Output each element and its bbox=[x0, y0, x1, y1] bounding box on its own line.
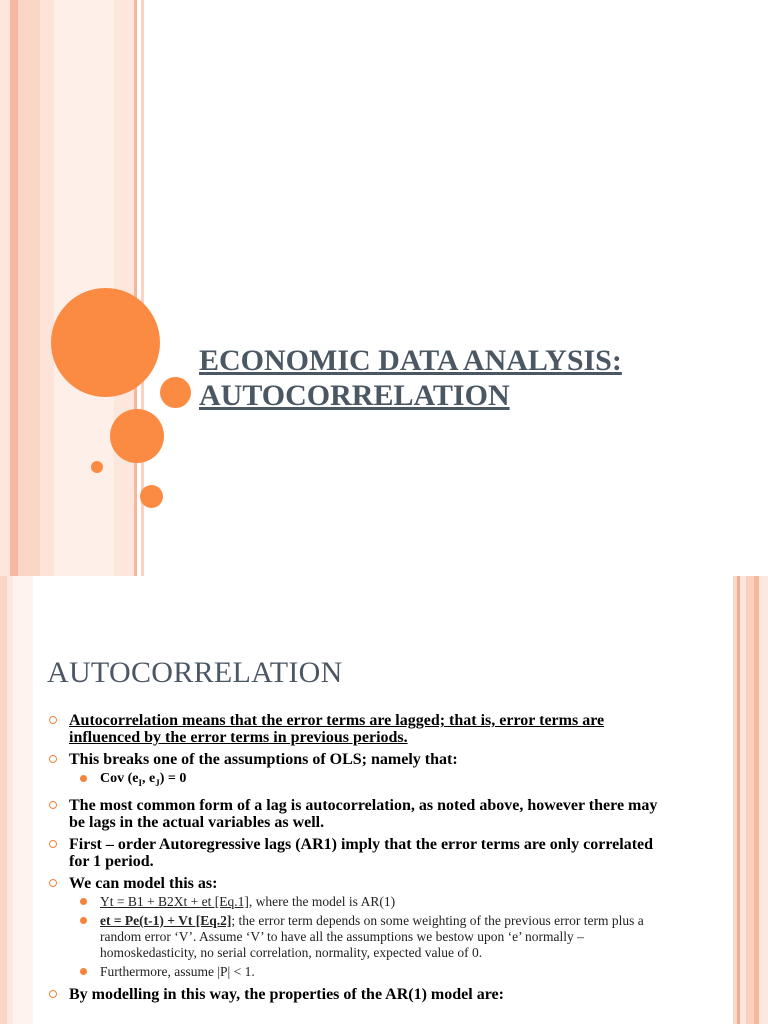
decor-band bbox=[18, 0, 40, 576]
list-item bbox=[47, 797, 677, 831]
decor-band bbox=[759, 576, 768, 1024]
equation-1: Yt = B1 + B2Xt + et [Eq.1] bbox=[100, 893, 249, 909]
hollow-bullet-icon bbox=[49, 990, 57, 998]
decor-circle-tiny bbox=[91, 461, 103, 473]
list-item bbox=[47, 964, 677, 980]
decor-band bbox=[40, 0, 54, 576]
decor-band bbox=[0, 576, 7, 1024]
formula-cov: Cov ($e_I$, $e_J) = 0$ bbox=[100, 771, 187, 788]
slide-heading: AUTOCORRELATION bbox=[47, 656, 343, 689]
bullet-text: This breaks one of the assumptions of OLS; namely that: bbox=[69, 751, 458, 768]
equation-2: et = Pe(t-1) + Vt [Eq.2] bbox=[100, 912, 232, 928]
list-item bbox=[47, 751, 677, 768]
decor-circle-small bbox=[140, 485, 163, 508]
decor-band bbox=[13, 576, 33, 1024]
bullet-text: Autocorrelation means that the error terms are lagged; that is, error terms are influenced by the error terms in previous periods. bbox=[69, 712, 605, 746]
bullet-text: The most common form of a lag is autocorrelation, as noted above, however there may be lags in the actual variables as well. bbox=[69, 796, 658, 831]
filled-bullet-icon bbox=[80, 898, 87, 905]
list-item: et = Pe(t-1) + Vt [Eq.2]; the error term depends on some weighting of the previous error term plus a random error ‘V’. Assume ‘V’ to have all the assumptions we bestow upon ‘e’ normally – homoskedasticity, no serial correlation, normality, expected value of 0. bbox=[47, 913, 677, 961]
decor-circle-large bbox=[51, 288, 160, 397]
filled-bullet-icon bbox=[80, 968, 87, 975]
slide-title-line-2: AUTOCORRELATION bbox=[199, 379, 510, 412]
list-item bbox=[47, 836, 677, 870]
bullet-list bbox=[47, 712, 677, 1008]
decor-band bbox=[0, 0, 10, 576]
list-item bbox=[47, 986, 677, 1003]
hollow-bullet-icon bbox=[49, 716, 57, 724]
decor-circle-small bbox=[160, 377, 191, 408]
bullet-text: We can model this as: bbox=[69, 874, 218, 892]
list-item bbox=[47, 875, 677, 892]
hollow-bullet-icon bbox=[49, 801, 57, 809]
hollow-bullet-icon bbox=[49, 755, 57, 763]
bullet-text: First – order Autoregressive lags (AR1) imply that the error terms are only correlated for 1 period. bbox=[69, 835, 654, 870]
slide-title bbox=[199, 343, 719, 413]
slide-title-line-1: ECONOMIC DATA ANALYSIS: bbox=[199, 344, 622, 377]
hollow-bullet-icon bbox=[49, 879, 57, 887]
filled-bullet-icon bbox=[80, 775, 87, 782]
decor-band bbox=[746, 576, 754, 1024]
hollow-bullet-icon bbox=[49, 840, 57, 848]
bullet-text: By modelling in this way, the properties of the AR(1) model are: bbox=[69, 985, 504, 1003]
decor-band bbox=[134, 0, 137, 576]
list-item bbox=[47, 712, 677, 746]
filled-bullet-icon bbox=[80, 917, 87, 924]
list-item: Yt = B1 + B2Xt + et [Eq.1], where the model is AR(1) bbox=[47, 894, 677, 910]
decor-band bbox=[114, 0, 134, 576]
decor-circle-medium bbox=[110, 409, 164, 463]
bullet-text: Furthermore, assume |P| < 1. bbox=[100, 963, 255, 979]
list-item bbox=[47, 771, 677, 791]
decor-band bbox=[10, 0, 18, 576]
